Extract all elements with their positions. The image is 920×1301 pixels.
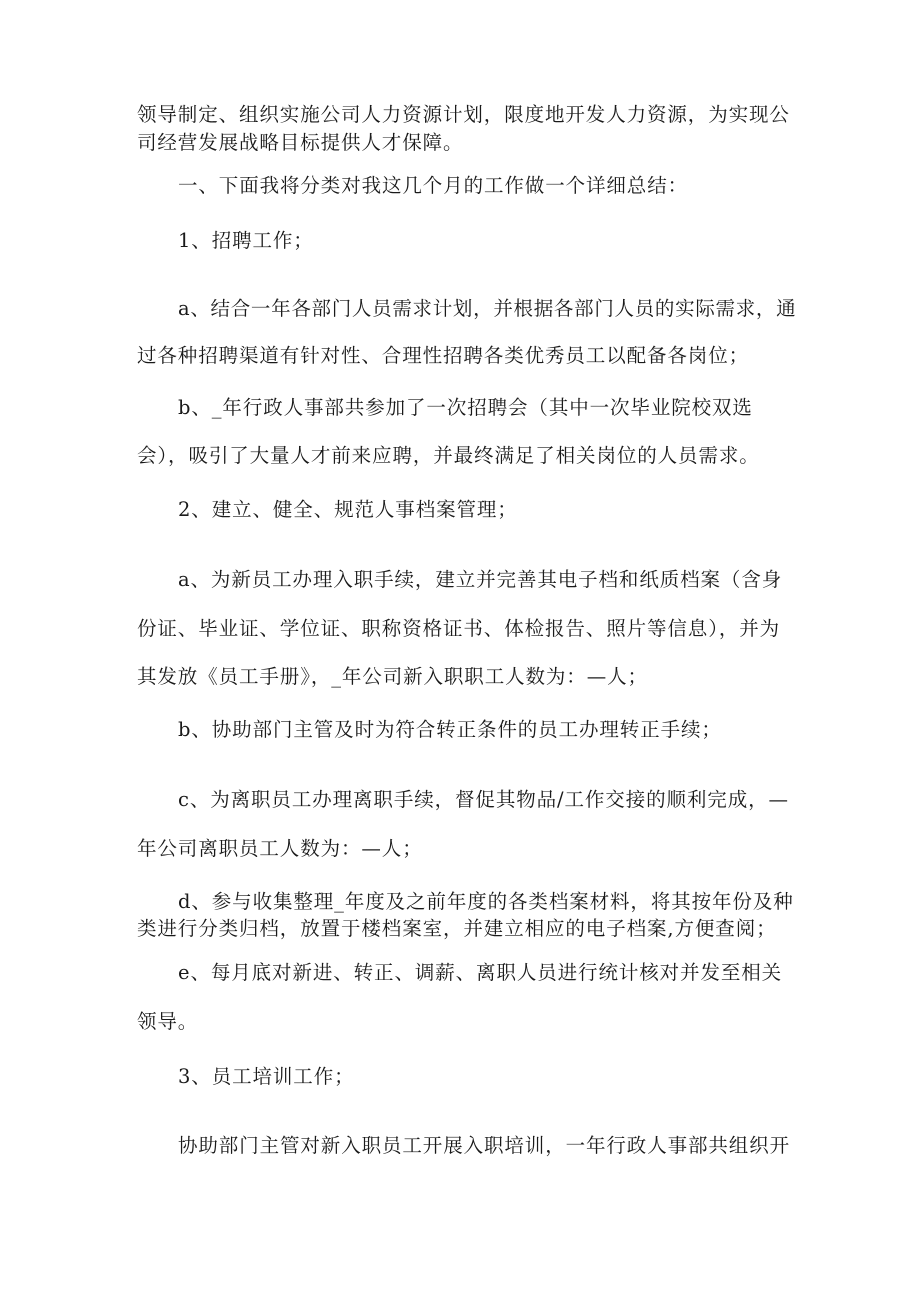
body-line: d、参与收集整理_年度及之前年度的各类档案材料，将其按年份及种 bbox=[178, 890, 794, 913]
body-line: 会），吸引了大量人才前来应聘，并最终满足了相关岗位的人员需求。 bbox=[137, 444, 760, 467]
body-line: b、_年行政人事部共参加了一次招聘会（其中一次毕业院校双选 bbox=[178, 396, 753, 419]
subsection-heading: 1、招聘工作； bbox=[178, 229, 314, 252]
body-line: 司经营发展战略目标提供人才保障。 bbox=[137, 131, 464, 154]
body-line: a、结合一年各部门人员需求计划，并根据各部门人员的实际需求，通 bbox=[178, 297, 797, 320]
body-line: 年公司离职员工人数为：—人； bbox=[137, 837, 423, 860]
body-line: b、协助部门主管及时为符合转正条件的员工办理转正手续； bbox=[178, 718, 722, 741]
body-line: 其发放《员工手册》，_年公司新入职职工人数为：—人； bbox=[137, 665, 648, 688]
body-line: 领导。 bbox=[137, 1010, 199, 1033]
body-line: 份证、毕业证、学位证、职称资格证书、体检报告、照片等信息），并为 bbox=[137, 617, 781, 640]
subsection-heading: 3、员工培训工作； bbox=[178, 1065, 355, 1088]
body-line: a、为新员工办理入职手续，建立并完善其电子档和纸质档案（含身 bbox=[178, 568, 783, 591]
body-line: 过各种招聘渠道有针对性、合理性招聘各类优秀员工以配备各岗位； bbox=[137, 344, 750, 367]
subsection-heading: 2、建立、健全、规范人事档案管理； bbox=[178, 498, 518, 521]
section-heading: 一、下面我将分类对我这几个月的工作做一个详细总结： bbox=[178, 174, 689, 197]
body-line: e、每月底对新进、转正、调薪、离职人员进行统计核对并发至相关 bbox=[178, 961, 783, 984]
body-line: 类进行分类归档，放置于楼档案室，并建立相应的电子档案,方便查阅； bbox=[137, 917, 777, 940]
body-line: c、为离职员工办理离职手续，督促其物品/工作交接的顺利完成，— bbox=[178, 788, 789, 811]
body-line: 领导制定、组织实施公司人力资源计划，限度地开发人力资源，为实现公 bbox=[137, 103, 790, 126]
body-line: 协助部门主管对新入职员工开展入职培训，一年行政人事部共组织开 bbox=[178, 1134, 791, 1157]
